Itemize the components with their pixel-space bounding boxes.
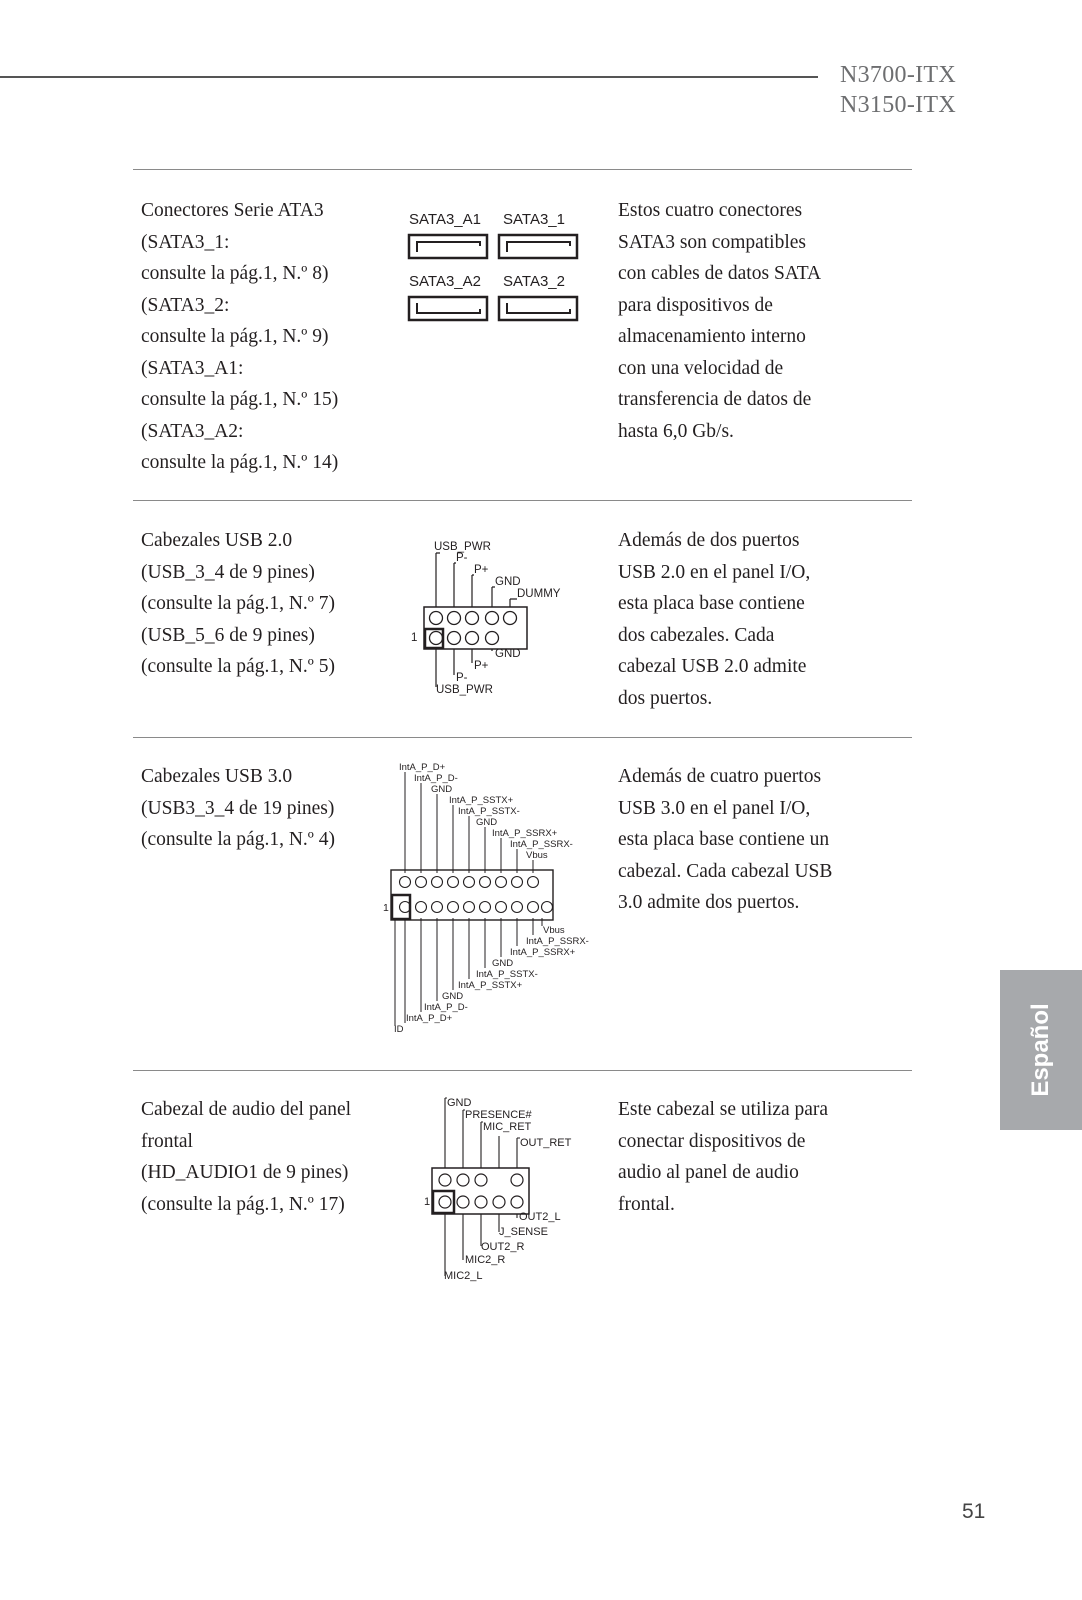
svg-text:IntA_P_SSRX+: IntA_P_SSRX+	[510, 947, 576, 958]
section-divider	[133, 500, 912, 501]
svg-text:GND: GND	[476, 817, 498, 828]
audio-description-left: Cabezal de audio del panel frontal (HD_AUDIO1 de 9 pines) (consulte la pág.1, N.º 17)	[141, 1099, 352, 1215]
sata3-2-port-icon	[499, 297, 577, 320]
sata3-a2-label: SATA3_A2	[409, 273, 481, 290]
svg-text:IntA_P_SSRX+: IntA_P_SSRX+	[492, 828, 558, 839]
svg-text:P-: P-	[456, 672, 468, 684]
svg-text:MIC_RET: MIC_RET	[483, 1121, 532, 1133]
sata3-a2-port-icon	[409, 297, 487, 320]
section-divider	[133, 737, 912, 738]
svg-text:Vbus: Vbus	[526, 850, 548, 861]
usb2-description-left: Cabezales USB 2.0 (USB_3_4 de 9 pines) (consulte la pág.1, N.º 7) (USB_5_6 de 9 pines) (consulte la pág.1, N.º 5)	[141, 530, 335, 677]
svg-text:IntA_P_D-: IntA_P_D-	[424, 1002, 468, 1013]
usb2-header-diagram	[410, 535, 590, 700]
svg-text:Vbus: Vbus	[543, 925, 565, 936]
svg-text:IntA_P_SSRX-: IntA_P_SSRX-	[526, 936, 589, 947]
svg-text:1: 1	[424, 1196, 431, 1208]
sata3-a1-label: SATA3_A1	[409, 211, 481, 228]
svg-text:IntA_P_SSTX-: IntA_P_SSTX-	[458, 806, 520, 817]
sata-connector-diagram	[400, 200, 600, 330]
svg-text:ID: ID	[394, 1024, 404, 1035]
section-divider	[133, 1070, 912, 1071]
svg-text:IntA_P_SSTX-: IntA_P_SSTX-	[476, 969, 538, 980]
page-number: 51	[962, 1500, 986, 1523]
svg-text:IntA_P_SSRX-: IntA_P_SSRX-	[510, 839, 573, 850]
svg-text:IntA_P_D-: IntA_P_D-	[414, 773, 458, 784]
usb2-description-right: Además de dos puertos USB 2.0 en el panel I/O, esta placa base contiene dos cabezales. Cada cabezal USB 2.0 admite dos puertos.	[618, 530, 811, 709]
svg-text:IntA_P_D+: IntA_P_D+	[399, 762, 446, 773]
svg-text:OUT_RET: OUT_RET	[520, 1137, 572, 1149]
svg-text:1: 1	[411, 632, 418, 644]
svg-text:USB_PWR: USB_PWR	[434, 541, 491, 553]
sata-description-left: Conectores Serie ATA3 (SATA3_1: consulte la pág.1, N.º 8) (SATA3_2: consulte la pág.1, N.º 9) (SATA3_A1: consulte la pág.1, N.º 15) (SATA3_A2: consulte la pág.1, N.º 14)	[141, 200, 339, 473]
svg-text:P+: P+	[474, 660, 489, 672]
svg-text:GND: GND	[431, 784, 453, 795]
svg-text:PRESENCE#: PRESENCE#	[465, 1109, 532, 1121]
svg-text:1: 1	[383, 902, 389, 914]
sata3-1-label: SATA3_1	[503, 211, 565, 228]
svg-text:GND: GND	[447, 1097, 472, 1109]
svg-text:DUMMY: DUMMY	[517, 588, 561, 600]
svg-text:P+: P+	[474, 564, 489, 576]
header-rule	[0, 76, 818, 78]
svg-text:GND: GND	[492, 958, 514, 969]
model-name-1: N3700-ITX	[840, 62, 957, 88]
svg-text:IntA_P_SSTX+: IntA_P_SSTX+	[458, 980, 523, 991]
svg-text:USB_PWR: USB_PWR	[436, 684, 493, 696]
sata-description-right: Estos cuatro conectores SATA3 son compatibles con cables de datos SATA para dispositivos de almacenamiento interno con una velocidad de transferencia de datos de hasta 6,0 Gb/s.	[618, 200, 822, 442]
svg-text:P-: P-	[456, 552, 468, 564]
svg-text:MIC2_L: MIC2_L	[444, 1270, 483, 1282]
usb3-header-diagram	[385, 758, 600, 1038]
svg-text:J_SENSE: J_SENSE	[499, 1226, 548, 1238]
sata3-a1-port-icon	[409, 235, 487, 258]
usb3-description-left: Cabezales USB 3.0 (USB3_3_4 de 19 pines) (consulte la pág.1, N.º 4)	[141, 766, 335, 850]
sata3-1-port-icon	[499, 235, 577, 258]
svg-text:GND: GND	[495, 576, 521, 588]
svg-text:OUT2_L: OUT2_L	[519, 1211, 561, 1223]
language-tab-label: Español	[1027, 1003, 1054, 1097]
usb3-pin1-marker	[392, 895, 410, 919]
svg-text:IntA_P_D+: IntA_P_D+	[406, 1013, 453, 1024]
audio-description-right: Este cabezal se utiliza para conectar dispositivos de audio al panel de audio frontal.	[618, 1099, 829, 1215]
svg-text:GND: GND	[442, 991, 464, 1002]
svg-text:GND: GND	[495, 648, 521, 660]
svg-text:OUT2_R: OUT2_R	[481, 1241, 525, 1253]
language-side-tab	[1000, 970, 1082, 1130]
model-name-2: N3150-ITX	[840, 92, 957, 118]
svg-text:MIC2_R: MIC2_R	[465, 1254, 506, 1266]
section-divider	[133, 169, 912, 170]
sata3-2-label: SATA3_2	[503, 273, 565, 290]
usb3-description-right: Además de cuatro puertos USB 3.0 en el panel I/O, esta placa base contiene un cabezal. Cada cabezal USB 3.0 admite dos puertos.	[618, 766, 833, 913]
svg-text:IntA_P_SSTX+: IntA_P_SSTX+	[449, 795, 514, 806]
audio-header-diagram	[420, 1092, 580, 1282]
